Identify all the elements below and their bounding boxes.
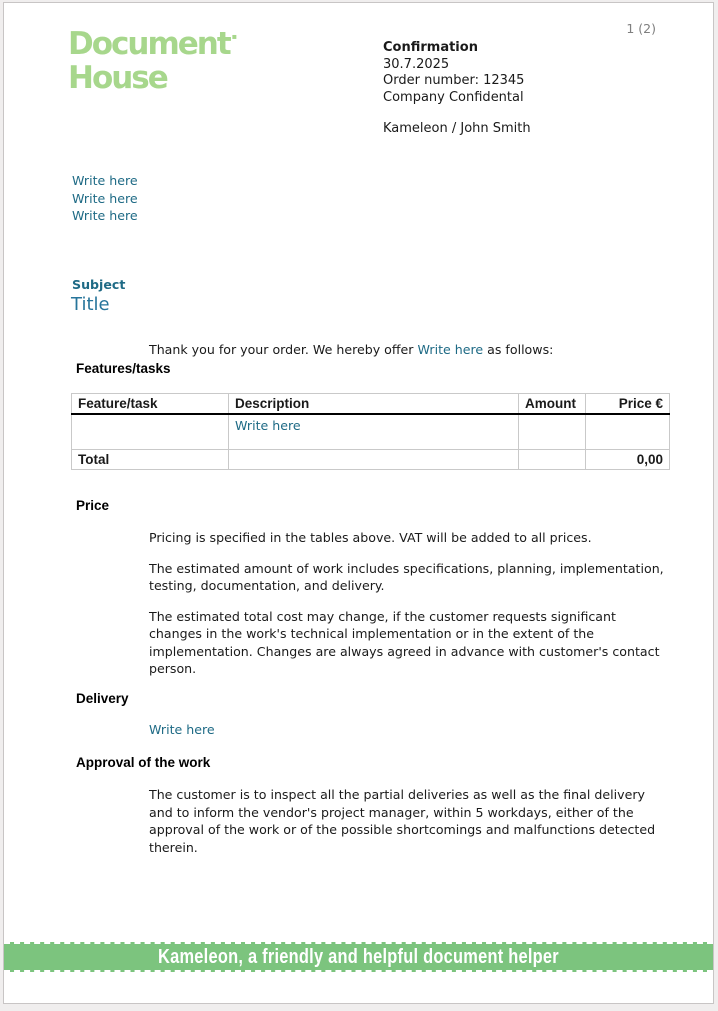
page-number: 1 (2): [626, 21, 656, 36]
document-page: [3, 2, 714, 1004]
delivery-placeholder: [149, 722, 215, 737]
recipient-write-here-link-2[interactable]: Write here: [72, 190, 138, 206]
trademark-dot-icon: ▪: [231, 32, 238, 41]
total-empty-description-cell: [229, 450, 519, 470]
footer-banner-text: Kameleon, a friendly and helpful document helper: [158, 946, 559, 968]
subject-label: Subject: [72, 277, 126, 292]
order-number: Order number: 12345: [383, 73, 525, 88]
features-table: [71, 393, 670, 470]
doc-type-title: Confirmation: [383, 40, 478, 55]
approval-paragraph: The customer is to inspect all the partial deliveries as well as the final delivery and to inform the vendor's project manager, within 5 workdays, either of the approval of the work or of the possible shortcomings and malfunctions detected therein.: [149, 787, 656, 855]
intro-text-after: as follows:: [483, 341, 554, 357]
subject-title[interactable]: Title: [71, 294, 110, 315]
approval-heading: Approval of the work: [76, 755, 211, 770]
col-header-price: Price €: [586, 394, 670, 415]
cell-amount[interactable]: [519, 414, 586, 450]
confidential-label: Company Confidental: [383, 89, 524, 105]
company-logo: [68, 26, 238, 96]
price-paragraph-1: Pricing is specified in the tables above. VAT will be added to all prices.: [149, 530, 592, 545]
price-heading: Price: [76, 498, 110, 513]
col-header-description: Description: [229, 394, 519, 415]
logo-line-2: House: [68, 60, 167, 96]
intro-text-before: Thank you for your order. We hereby offer: [149, 341, 418, 357]
total-label-cell: Total: [72, 450, 229, 470]
description-write-here-link[interactable]: Write here: [235, 418, 301, 433]
cell-price[interactable]: [586, 414, 670, 450]
intro-paragraph: [149, 341, 709, 359]
intro-write-here-link[interactable]: Write here: [417, 341, 484, 357]
features-table-total-row: [72, 450, 670, 470]
delivery-write-here-link[interactable]: Write here: [149, 722, 215, 737]
features-table-data-row: [72, 414, 670, 450]
col-header-amount: Amount: [519, 394, 586, 415]
logo-text-document: Document: [68, 26, 230, 62]
recipient-write-here-link-3[interactable]: Write here: [72, 208, 138, 224]
footer-banner: [4, 942, 713, 972]
price-paragraph-3: The estimated total cost may change, if the customer requests significant changes in the work's technical implementation or in the extent of the implementation. Changes are always agreed in advance with customer's contact person.: [149, 608, 660, 676]
recipient-placeholder-links: [72, 172, 138, 225]
features-table-header-row: [72, 394, 670, 415]
features-tasks-heading: Features/tasks: [76, 361, 171, 376]
cell-description: [229, 414, 519, 450]
total-value-cell: 0,00: [586, 450, 670, 470]
header-info-block: [383, 40, 531, 138]
cell-feature[interactable]: [72, 414, 229, 450]
price-paragraphs: [149, 529, 669, 691]
total-empty-amount-cell: [519, 450, 586, 470]
doc-date: 30.7.2025: [383, 56, 450, 72]
col-header-feature-task: Feature/task: [72, 394, 229, 415]
price-paragraph-2: The estimated amount of work includes specifications, planning, implementation, testing, documentation, and delivery.: [149, 560, 664, 593]
recipient-write-here-link-1[interactable]: Write here: [72, 173, 138, 188]
parties-line: Kameleon / John Smith: [383, 121, 531, 136]
delivery-heading: Delivery: [76, 691, 129, 706]
